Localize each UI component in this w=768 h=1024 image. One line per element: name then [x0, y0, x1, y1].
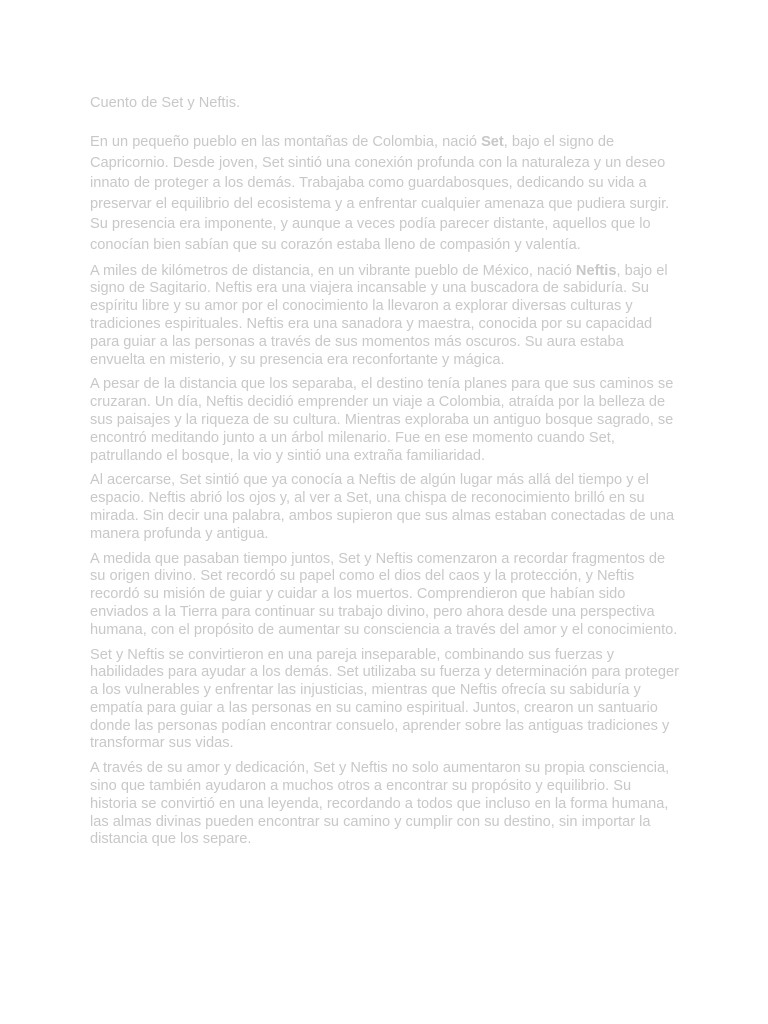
paragraph-recognition: Al acercarse, Set sintió que ya conocía a Neftis de algún lugar más allá del tiempo y el espacio. Neftis abrió los ojos y, al ver a Set, una chispa de reconocimiento brilló en su mirada. Sin decir una palabra, ambos supieron que sus almas estaban conectadas de una manera profunda y antigua. [90, 472, 675, 542]
document-title: Cuento de Set y Neftis. [90, 95, 241, 111]
paragraph-legend: A través de su amor y dedicación, Set y Neftis no solo aumentaron su propia consciencia, sino que también ayudaron a muchos otros a encontrar su propósito y equilibrio. Su historia se convirtió en una leyenda, recordando a todos que incluso en la forma humana, las almas divinas pueden encontrar su camino y cumplir con su destino, sin importar la distancia que los separe. [90, 760, 670, 848]
paragraph-divine-origin: A medida que pasaban tiempo juntos, Set y Neftis comenzaron a recordar fragmentos de su origen divino. Set recordó su papel como el dios del caos y la protección, y Neftis recordó su misión de guiar y cuidar a los muertos. Comprendieron que habían sido enviados a la Tierra para continuar su trabajo divino, pero ahora desde una perspectiva humana, con el propósito de aumentar su consciencia a través del amor y el conocimiento. [90, 550, 678, 638]
document-page [90, 93, 680, 856]
paragraph-partnership: Set y Neftis se convirtieron en una pareja inseparable, combinando sus fuerzas y habilidades para ayudar a los demás. Set utilizaba su fuerza y determinación para proteger a los vulnerables y enfrentar las injusticias, mientras que Neftis ofrecía su sabiduría y empatía para guiar a las personas en su camino espiritual. Juntos, crearon un santuario donde las personas podían encontrar consuelo, aprender sobre las antiguas tradiciones y transformar sus vidas. [90, 646, 679, 752]
paragraph-meeting: A pesar de la distancia que los separaba, el destino tenía planes para que sus caminos se cruzaran. Un día, Neftis decidió emprender un viaje a Colombia, atraída por la belleza de sus paisajes y la riqueza de su cultura. Mientras exploraba un antiguo bosque sagrado, se encontró meditando junto a un árbol milenario. Fue en ese momento cuando Set, patrullando el bosque, la vio y sintió una extraña familiaridad. [90, 376, 674, 464]
paragraph-neftis-origin [90, 263, 680, 370]
name-set: Set [481, 134, 504, 150]
name-neftis: Neftis [575, 262, 617, 279]
paragraph-text: , bajo el signo de Sagitario. Neftis era una viajera incansable y una buscadora de sabiduría. Su espíritu libre y su amor por el conocimiento la llevaron a explorar diversas culturas y tradiciones espirituales. Neftis era una sanadora y maestra, conocida por su capacidad para guiar a las personas a través de sus momentos más oscuros. Su aura estaba envuelta en misterio, y su presencia era reconfortante y mágica. [90, 262, 668, 368]
paragraph-text: , bajo el signo de Capricornio. Desde joven, Set sintió una conexión profunda con la naturaleza y un deseo innato de proteger a los demás. Trabajaba como guardabosques, dedicando su vida a preservar el equilibrio del ecosistema y a enfrentar cualquier amenaza que pudiera surgir. Su presencia era imponente, y aunque a veces podía parecer distante, aquellos que lo conocían bien sabían que su corazón estaba lleno de compasión y valentía. [90, 134, 670, 253]
paragraph-text: En un pequeño pueblo en las montañas de Colombia, nació [90, 134, 482, 150]
paragraph-set-origin [90, 132, 680, 256]
paragraph-text: A miles de kilómetros de distancia, en un vibrante pueblo de México, nació [90, 262, 576, 279]
